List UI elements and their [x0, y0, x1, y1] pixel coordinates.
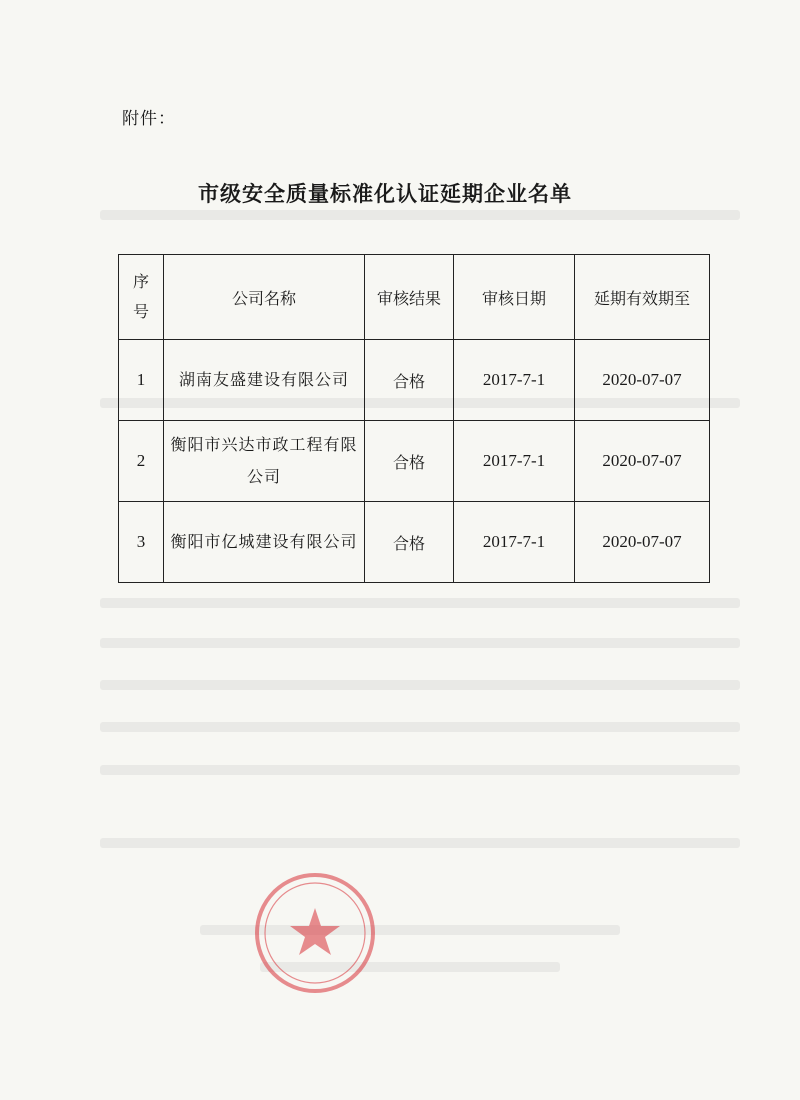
row-expiry: 2020-07-07	[575, 421, 710, 502]
table-header-row	[119, 255, 710, 340]
table-row	[119, 502, 710, 583]
bleed-through-mark	[100, 838, 740, 848]
document-title: 市级安全质量标准化认证延期企业名单	[198, 182, 572, 206]
bleed-through-mark	[100, 210, 740, 220]
header-no: 序 号	[119, 255, 164, 340]
row-company: 湖南友盛建设有限公司	[164, 340, 365, 421]
bleed-through-mark	[100, 680, 740, 690]
row-date: 2017-7-1	[454, 340, 575, 421]
header-result: 审核结果	[365, 255, 454, 340]
row-date: 2017-7-1	[454, 421, 575, 502]
bleed-through-mark	[100, 598, 740, 608]
table-row	[119, 340, 710, 421]
header-expiry: 延期有效期至	[575, 255, 710, 340]
row-no: 1	[119, 340, 164, 421]
row-no: 3	[119, 502, 164, 583]
row-expiry: 2020-07-07	[575, 340, 710, 421]
row-company: 衡阳市兴达市政工程有限公司	[164, 421, 365, 502]
row-expiry: 2020-07-07	[575, 502, 710, 583]
header-date: 审核日期	[454, 255, 575, 340]
official-seal	[250, 868, 380, 998]
row-result: 合格	[365, 340, 454, 421]
row-company: 衡阳市亿城建设有限公司	[164, 502, 365, 583]
bleed-through-mark	[100, 765, 740, 775]
star-icon	[290, 908, 340, 955]
row-result: 合格	[365, 421, 454, 502]
header-company: 公司名称	[164, 255, 365, 340]
company-table	[118, 254, 710, 583]
attachment-label: 附件：	[122, 109, 176, 129]
bleed-through-mark	[100, 638, 740, 648]
row-no: 2	[119, 421, 164, 502]
row-date: 2017-7-1	[454, 502, 575, 583]
bleed-through-mark	[100, 722, 740, 732]
table-row	[119, 421, 710, 502]
row-result: 合格	[365, 502, 454, 583]
